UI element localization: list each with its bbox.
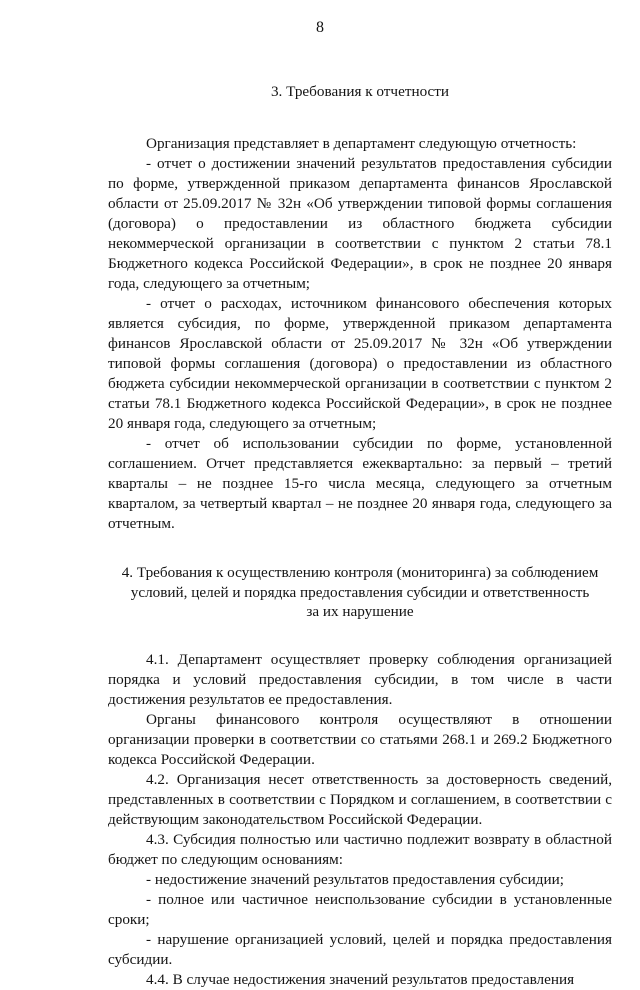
section-4-body <box>108 650 612 990</box>
section-4-title-line: за их нарушение <box>306 603 414 620</box>
section-3-body <box>108 134 612 534</box>
paragraph: Организация представляет в департамент следующую отчетность: <box>146 135 577 152</box>
section-4-title <box>108 563 612 622</box>
section-4-title-line: условий, целей и порядка предоставления субсидии и ответственность <box>130 583 590 601</box>
page-number: 8 <box>316 19 324 36</box>
paragraph: - нарушение организацией условий, целей и порядка предоставления субсидии. <box>108 930 612 968</box>
paragraph: - отчет о достижении значений результатов предоставления субсидии по форме, утвержденной приказом департамента финансов Ярославской области от 25.09.2017 № 32н «Об утверждении типовой формы соглашения (договора) о предоставлении из областного бюджета субсидии некоммерческой организации в соответствии с пунктом 2 статьи 78.1 Бюджетного кодекса Российской Федерации», в срок не позднее 20 января года, следующего за отчетным; <box>108 155 612 292</box>
paragraph: - отчет о расходах, источником финансового обеспечения которых является субсидия, по форме, утвержденной приказом департамента финансов Ярославской области от 25.09.2017 № 32н «Об утверждении типовой формы соглашения (договора) о предоставлении из областного бюджета субсидии некоммерческой организации в соответствии с пунктом 2 статьи 78.1 Бюджетного кодекса Российской Федерации», в срок не позднее 20 января года, следующего за отчетным; <box>108 295 612 432</box>
section-3-title: 3. Требования к отчетности <box>270 83 450 100</box>
paragraph: 4.1. Департамент осуществляет проверку соблюдения организацией порядка и условий предоставления субсидии, в том числе в части достижения результатов ее предоставления. <box>108 650 612 708</box>
paragraph: - отчет об использовании субсидии по форме, установленной соглашением. Отчет представляется ежеквартально: за первый – третий кварталы – не позднее 15-го числа месяца, следующего за отчетным кварталом, за четвертый квартал – не позднее 20 января года, следующего за отчетным. <box>108 435 612 532</box>
paragraph: - полное или частичное неиспользование субсидии в установленные сроки; <box>108 890 612 928</box>
paragraph: 4.2. Организация несет ответственность за достоверность сведений, представленных в соответствии с Порядком и соглашением, в соответствии с действующим законодательством Российской Федерации. <box>108 770 612 828</box>
section-4-title-line: 4. Требования к осуществлению контроля (мониторинга) за соблюдением <box>121 564 599 581</box>
paragraph: 4.4. В случае недостижения значений результатов предоставления <box>146 970 575 988</box>
paragraph: Органы финансового контроля осуществляют в отношении организации проверки в соответствии со статьями 268.1 и 269.2 Бюджетного кодекса Российской Федерации. <box>108 710 612 768</box>
paragraph: 4.3. Субсидия полностью или частично подлежит возврату в областной бюджет по следующим основаниям: <box>108 830 612 868</box>
paragraph: - недостижение значений результатов предоставления субсидии; <box>146 870 564 888</box>
